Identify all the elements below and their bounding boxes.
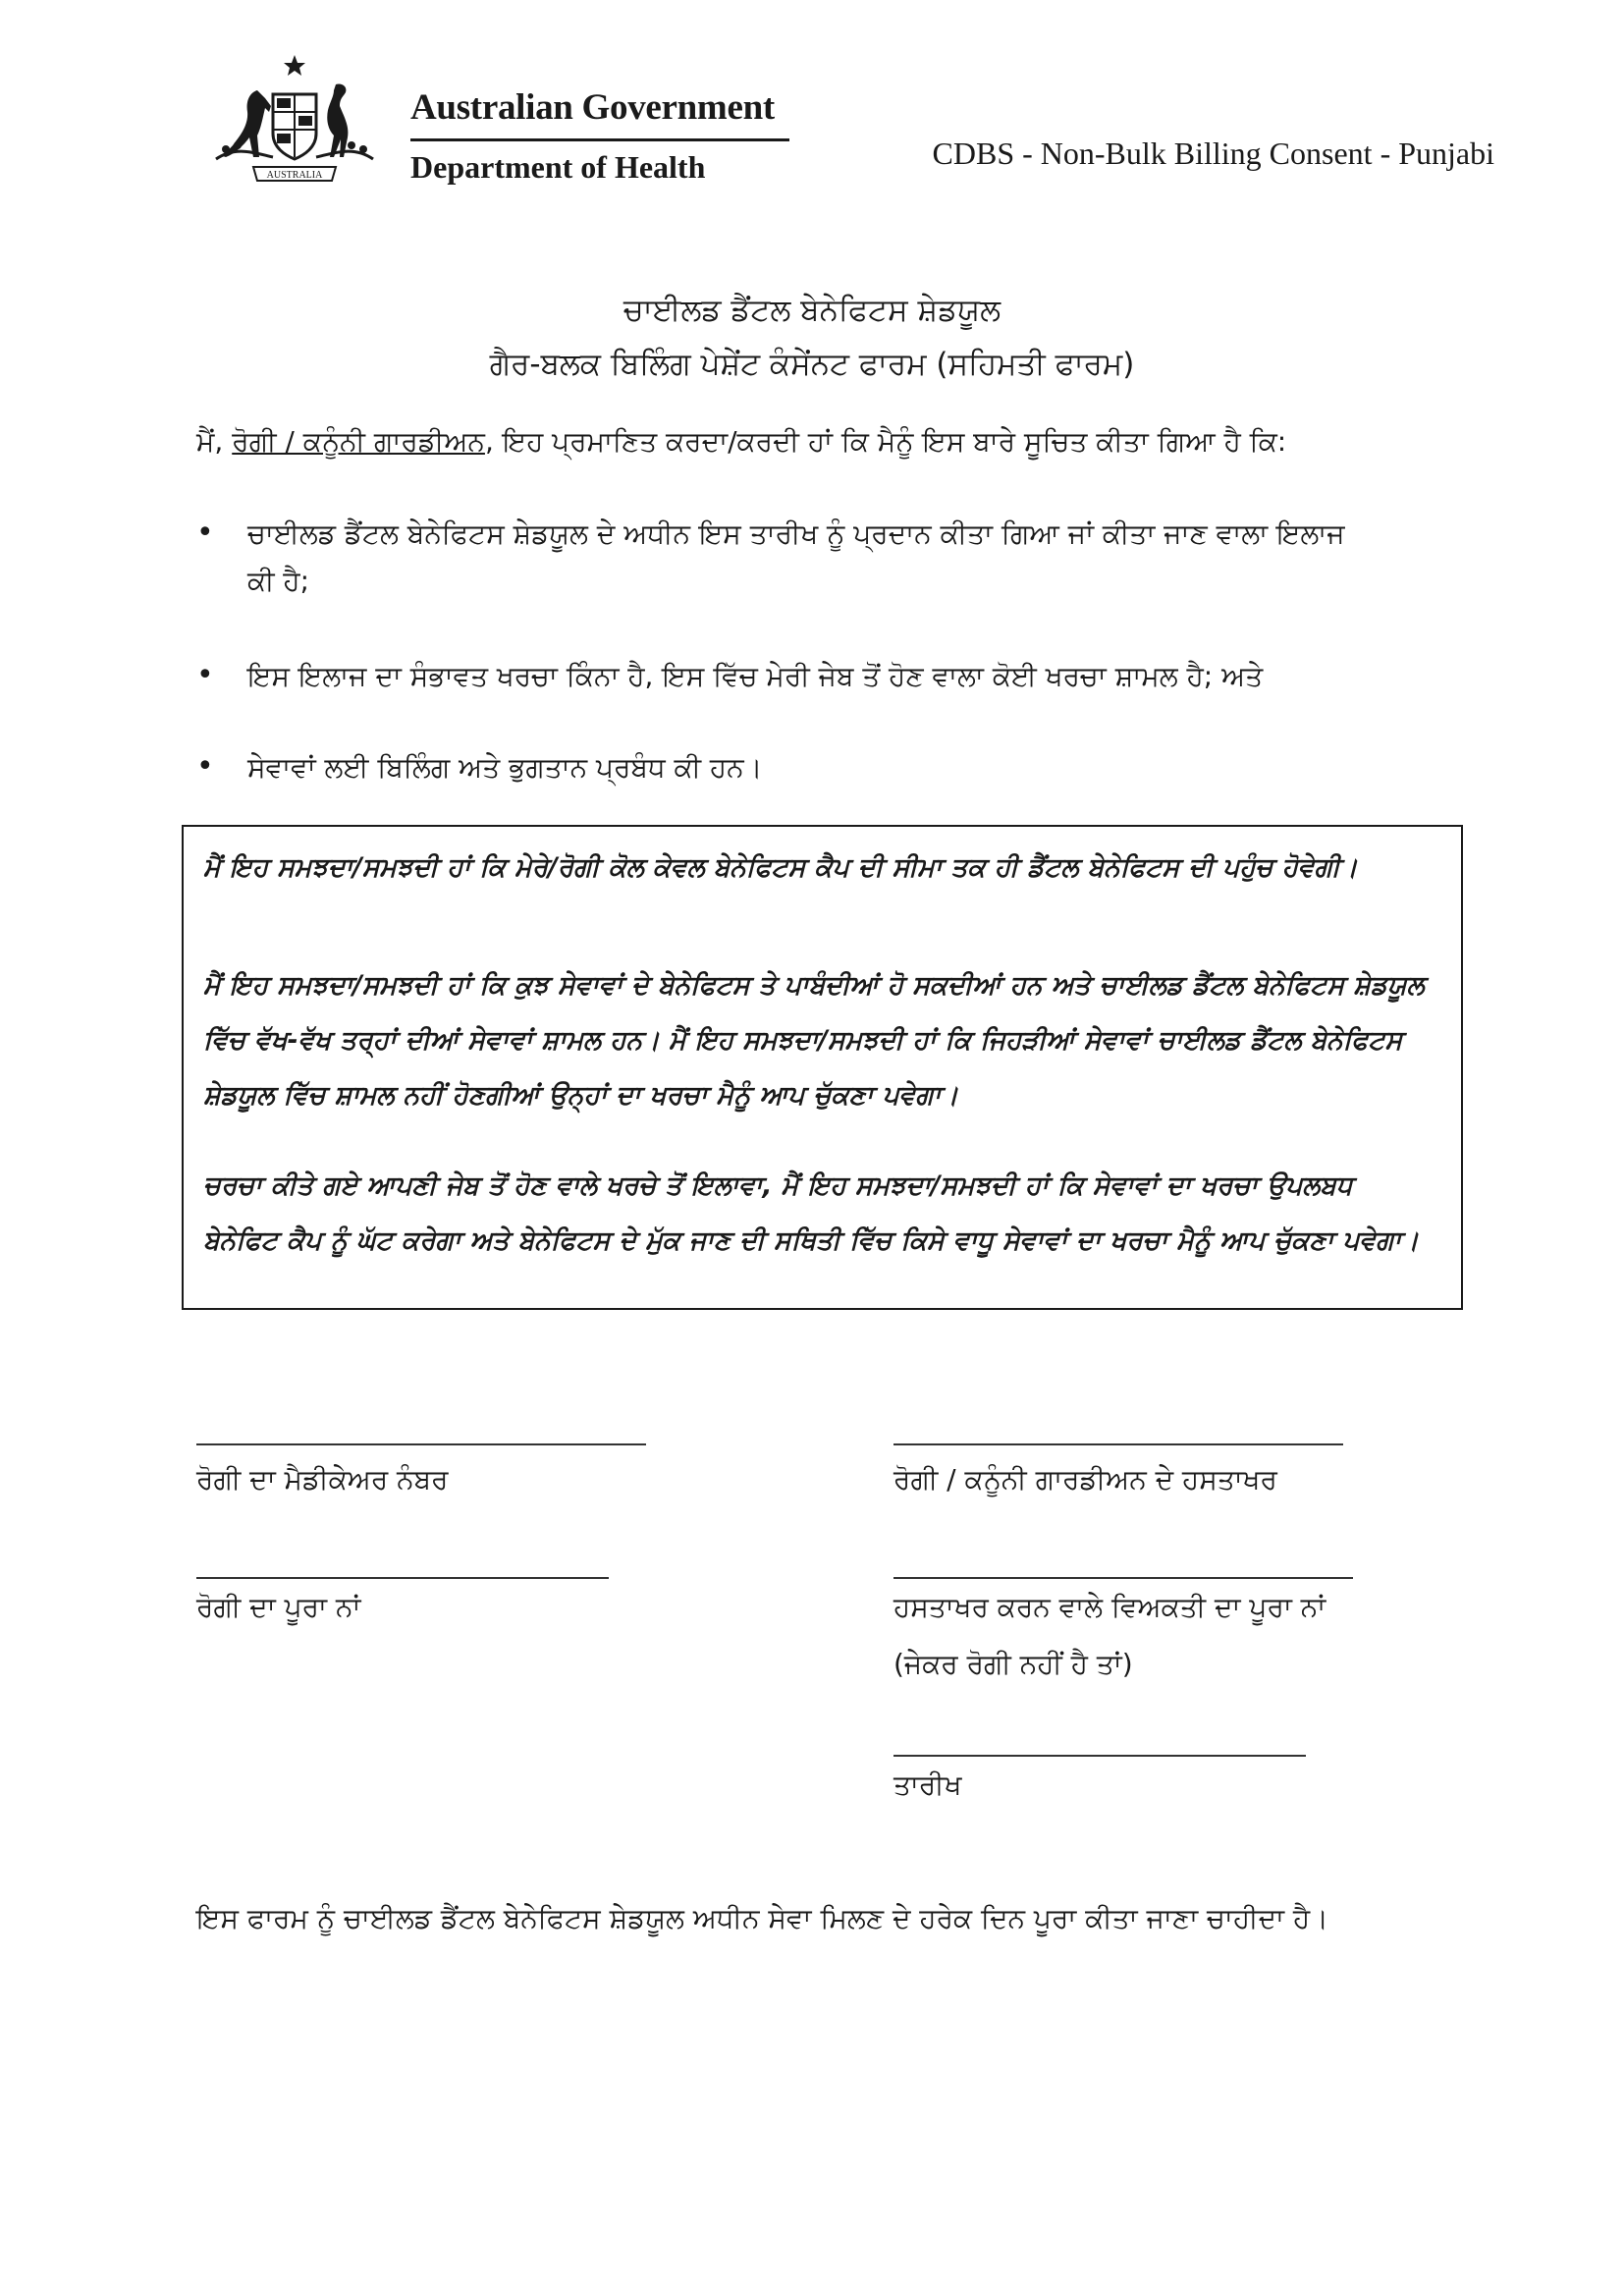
date-label: ਤਾਰੀਖ	[893, 1768, 962, 1801]
intro-prefix: ਮੈਂ,	[196, 425, 233, 458]
bullet-line: ਸੇਵਾਵਾਂ ਲਈ ਬਿਲਿੰਗ ਅਤੇ ਭੁਗਤਾਨ ਪ੍ਰਬੰਧ ਕੀ ਹਨ।	[247, 751, 763, 784]
form-title-line-1: ਚਾਈਲਡ ਡੈਂਟਲ ਬੇਨੇਫਿਟਸ ਸ਼ੇਡਯੂਲ	[623, 293, 1001, 328]
coat-of-arms-logo	[196, 51, 393, 189]
consent-paragraph-2: ਮੈਂ ਇਹ ਸਮਝਦਾ/ਸਮਝਦੀ ਹਾਂ ਕਿ ਕੁਝ ਸੇਵਾਵਾਂ ਦੇ ਬੇਨੇਫਿਟਸ ਤੇ ਪਾਬੰਦੀਆਂ ਹੋ ਸਕਦੀਆਂ ਹਨ ਅਤੇ ਚਾਈਲਡ ਡੈਂਟਲ ਬੇਨੇਫਿਟਸ ਸ਼ੇਡਯੂਲ ਵਿੱਚ ਵੱਖ-ਵੱਖ ਤਰ੍ਹਾਂ ਦੀਆਂ ਸੇਵਾਵਾਂ ਸ਼ਾਮਲ ਹਨ। ਮੈਂ ਇਹ ਸਮਝਦਾ/ਸਮਝਦੀ ਹਾਂ ਕਿ ਜਿਹੜੀਆਂ ਸੇਵਾਵਾਂ ਚਾਈਲਡ ਡੈਂਟਲ ਬੇਨੇਫਿਟਸ ਸ਼ੇਡਯੂਲ ਵਿੱਚ ਸ਼ਾਮਲ ਨਹੀਂ ਹੋਣਗੀਆਂ ਉਨ੍ਹਾਂ ਦਾ ਖਰਚਾ ਮੈਨੂੰ ਆਪ ਚੁੱਕਣਾ ਪਵੇਗਾ।	[203, 970, 1425, 1111]
medicare-number-line[interactable]	[196, 1443, 646, 1445]
patient-name-label: ਰੋਗੀ ਦਾ ਪੂਰਾ ਨਾਂ	[196, 1591, 361, 1623]
government-name: Australian Government	[410, 87, 775, 128]
consent-paragraph-3: ਚਰਚਾ ਕੀਤੇ ਗਏ ਆਪਣੀ ਜੇਬ ਤੋਂ ਹੋਣ ਵਾਲੇ ਖਰਚੇ ਤੋਂ ਇਲਾਵਾ, ਮੈਂ ਇਹ ਸਮਝਦਾ/ਸਮਝਦੀ ਹਾਂ ਕਿ ਸੇਵਾਵਾਂ ਦਾ ਖਰਚਾ ਉਪਲਬਧ ਬੇਨੇਫਿਟ ਕੈਪ ਨੂੰ ਘੱਟ ਕਰੇਗਾ ਅਤੇ ਬੇਨੇਫਿਟਸ ਦੇ ਮੁੱਕ ਜਾਣ ਦੀ ਸਥਿਤੀ ਵਿੱਚ ਕਿਸੇ ਵਾਧੂ ਸੇਵਾਵਾਂ ਦਾ ਖਰਚਾ ਮੈਨੂੰ ਆਪ ਚੁੱਕਣਾ ਪਵੇਗਾ।	[203, 1170, 1419, 1256]
intro-role: ਰੋਗੀ / ਕਨੂੰਨੀ ਗਾਰਡੀਅਨ	[232, 425, 485, 458]
consent-box	[182, 825, 1463, 1310]
date-line[interactable]	[893, 1755, 1306, 1757]
bullet-line: ਇਸ ਇਲਾਜ ਦਾ ਸੰਭਾਵਤ ਖਰਚਾ ਕਿੰਨਾ ਹੈ, ਇਸ ਵਿੱਚ ਮੇਰੀ ਜੇਬ ਤੋਂ ਹੋਣ ਵਾਲਾ ਕੋਈ ਖਰਚਾ ਸ਼ਾਮਲ ਹੈ; ਅਤੇ	[247, 660, 1264, 692]
bullet-line: ਚਾਈਲਡ ਡੈਂਟਲ ਬੇਨੇਫਿਟਸ ਸ਼ੇਡਯੂਲ ਦੇ ਅਧੀਨ ਇਸ ਤਾਰੀਖ ਨੂੰ ਪ੍ਰਦਾਨ ਕੀਤਾ ਗਿਆ ਜਾਂ ਕੀਤਾ ਜਾਣ ਵਾਲਾ ਇਲਾਜ	[247, 517, 1345, 550]
medicare-number-label: ਰੋਗੀ ਦਾ ਮੈਡੀਕੇਅਰ ਨੰਬਰ	[196, 1463, 449, 1496]
signer-name-label: ਹਸਤਾਖਰ ਕਰਨ ਵਾਲੇ ਵਿਅਕਤੀ ਦਾ ਪੂਰਾ ਨਾਂ	[893, 1591, 1326, 1623]
bullet-item	[247, 744, 762, 791]
signature-line[interactable]	[893, 1443, 1343, 1445]
signature-label: ਰੋਗੀ / ਕਨੂੰਨੀ ਗਾਰਡੀਅਨ ਦੇ ਹਸਤਾਖਰ	[893, 1463, 1277, 1496]
department-name: Department of Health	[410, 149, 706, 185]
intro-suffix: , ਇਹ ਪ੍ਰਮਾਣਿਤ ਕਰਦਾ/ਕਰਦੀ ਹਾਂ ਕਿ ਮੈਨੂੰ ਇਸ ਬਾਰੇ ਸੂਚਿਤ ਕੀਤਾ ਗਿਆ ਹੈ ਕਿ:	[484, 425, 1287, 458]
form-title-line-2: ਗੈਰ-ਬਲਕ ਬਿਲਿੰਗ ਪੇਸ਼ੇਂਟ ਕੰਸੇਂਨਟ ਫਾਰਮ (ਸਹਿਮਤੀ ਫਾਰਮ)	[489, 347, 1135, 382]
patient-name-line[interactable]	[196, 1577, 609, 1579]
header-rule	[410, 138, 789, 141]
bullet-line: ਕੀ ਹੈ;	[247, 565, 310, 597]
bullet-icon: •	[196, 516, 214, 550]
form-code: CDBS - Non-Bulk Billing Consent - Punjabi	[932, 136, 1494, 171]
bullet-item	[247, 511, 1345, 605]
bullet-icon: •	[196, 749, 214, 784]
signer-name-note: (ਜੇਕਰ ਰੋਗੀ ਨਹੀਂ ਹੈ ਤਾਂ)	[893, 1648, 1133, 1680]
footer-note: ਇਸ ਫਾਰਮ ਨੂੰ ਚਾਈਲਡ ਡੈਂਟਲ ਬੇਨੇਫਿਟਸ ਸ਼ੇਡਯੂਲ ਅਧੀਨ ਸੇਵਾ ਮਿਲਣ ਦੇ ਹਰੇਕ ਦਿਨ ਪੂਰਾ ਕੀਤਾ ਜਾਣਾ ਚਾਹੀਦਾ ਹੈ।	[196, 1902, 1329, 1934]
intro-statement	[196, 425, 1286, 459]
signer-name-line[interactable]	[893, 1577, 1353, 1579]
bullet-item	[247, 653, 1263, 700]
bullet-icon: •	[196, 658, 214, 692]
consent-paragraph-1: ਮੈਂ ਇਹ ਸਮਝਦਾ/ਸਮਝਦੀ ਹਾਂ ਕਿ ਮੇਰੇ/ਰੋਗੀ ਕੋਲ ਕੇਵਲ ਬੇਨੇਫਿਟਸ ਕੈਪ ਦੀ ਸੀਮਾ ਤਕ ਹੀ ਡੈਂਟਲ ਬੇਨੇਫਿਟਸ ਦੀ ਪਹੁੰਚ ਹੋਵੇਗੀ।	[203, 852, 1358, 883]
crest-scroll-text: AUSTRALIA	[266, 170, 323, 181]
